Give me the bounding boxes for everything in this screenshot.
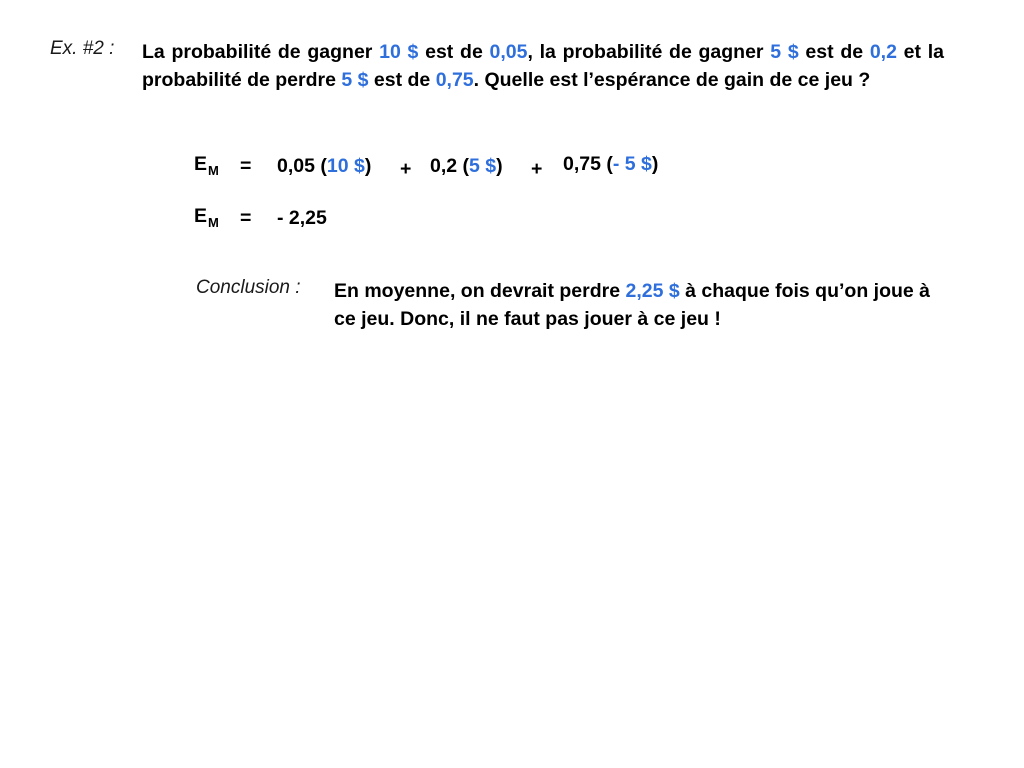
term-3-close: ): [651, 153, 659, 175]
highlighted-value: 5 $: [341, 69, 369, 91]
term-3: [563, 153, 658, 176]
highlighted-value: 0,05: [489, 41, 528, 63]
highlighted-value: 0,2: [869, 41, 897, 63]
term-1-close: ): [364, 155, 372, 177]
result-value: - 2,25: [277, 207, 327, 229]
expected-value-letter: E: [194, 153, 208, 175]
text-run: est de: [368, 69, 436, 91]
term-3-coefficient: 0,75 (: [563, 153, 613, 175]
text-run: est de: [418, 41, 490, 63]
conclusion-label: Conclusion :: [196, 277, 301, 298]
expected-value-symbol: [194, 205, 219, 228]
term-2-coefficient: 0,2 (: [430, 155, 470, 177]
text-run: . Quelle est l’espérance de gain de ce jeu ?: [473, 69, 871, 91]
highlighted-value: 0,75: [435, 69, 474, 91]
text-run: et la probabilité de perdre: [142, 41, 944, 91]
text-run: La probabilité de gagner: [142, 41, 380, 63]
text-run: , la probabilité de gagner: [527, 41, 771, 63]
term-1-value: 10 $: [326, 155, 365, 177]
text-run: En moyenne, on devrait perdre: [334, 280, 626, 302]
exercise-label: Ex. #2 :: [50, 38, 115, 59]
problem-statement: [142, 38, 944, 94]
text-run: à chaque fois qu’on joue à ce jeu. Donc, il ne faut pas jouer à ce jeu !: [334, 280, 931, 330]
expected-value-letter: E: [194, 205, 208, 227]
term-3-value: - 5 $: [612, 153, 652, 175]
term-1: [277, 155, 371, 178]
expected-value-subscript: M: [208, 163, 219, 178]
term-2-close: ): [496, 155, 503, 177]
term-1-coefficient: 0,05 (: [277, 155, 327, 177]
term-2: [430, 155, 503, 178]
conclusion-text: [334, 277, 954, 333]
highlighted-value: 2,25 $: [625, 280, 680, 302]
highlighted-value: 5 $: [770, 41, 799, 63]
highlighted-value: 10 $: [379, 41, 419, 63]
text-run: est de: [798, 41, 870, 63]
term-2-value: 5 $: [469, 155, 497, 177]
plus-sign-2: +: [531, 158, 543, 180]
equals-sign: =: [240, 155, 252, 177]
plus-sign-1: +: [400, 158, 412, 180]
expected-value-symbol: [194, 153, 219, 176]
equals-sign: =: [240, 207, 252, 229]
expected-value-subscript: M: [208, 215, 219, 230]
